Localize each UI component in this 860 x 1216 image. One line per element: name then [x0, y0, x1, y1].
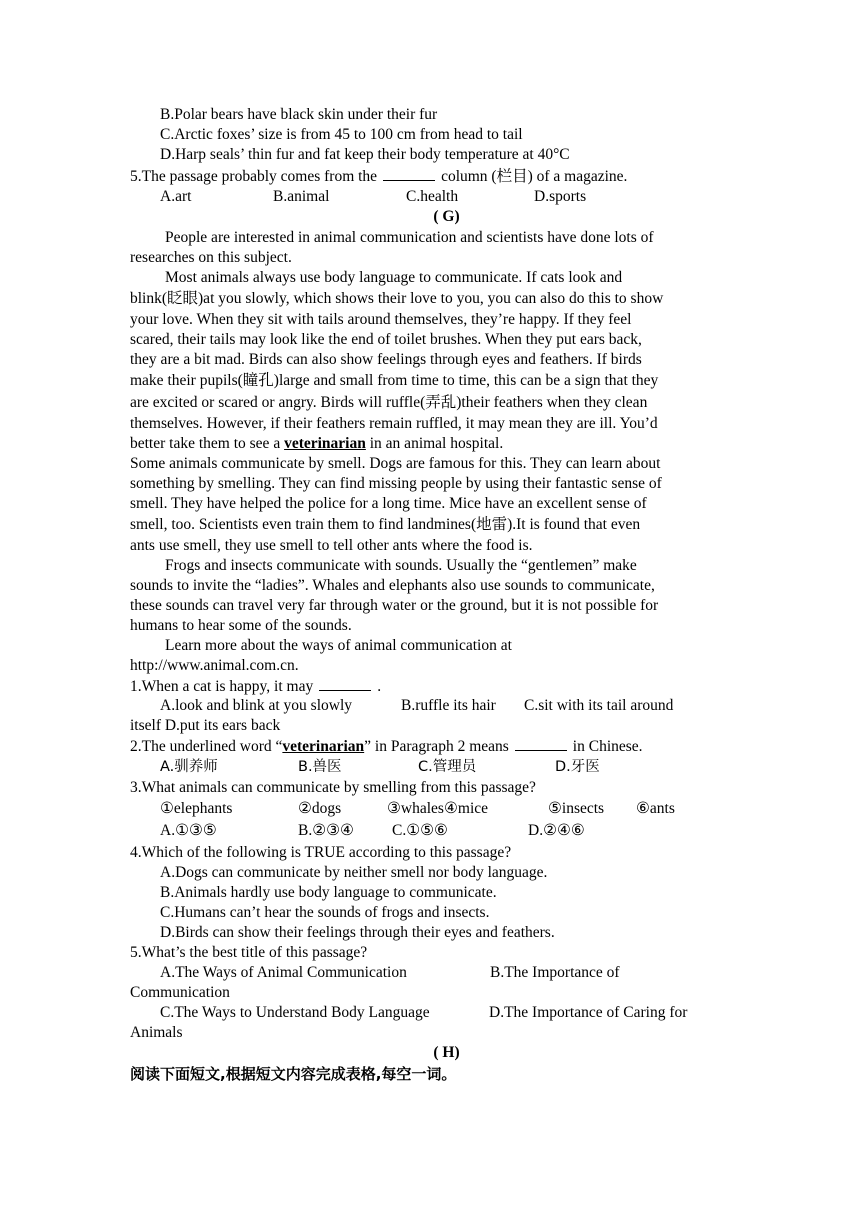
question-5-stem: 5.What’s the best title of this passage? — [130, 944, 368, 961]
answer-blank — [383, 166, 435, 181]
prev-option-d: D.Harp seals’ thin fur and fat keep their body temperature at 40°C — [160, 146, 570, 163]
question-3-items: ①elephants ②dogs ③whales ④mice ⑤insects ⑥ants — [160, 800, 675, 817]
question-5-options-line-1: A.The Ways of Animal Communication B.The Importance of — [160, 964, 620, 981]
website-url: http://www.animal.com.cn. — [130, 657, 299, 674]
prev-option-c: C.Arctic foxes’ size is from 45 to 100 cm from head to tail — [160, 126, 523, 143]
paragraph-3-line: Some animals communicate by smell. Dogs are famous for this. They can learn about — [130, 455, 661, 472]
prev-question-5: 5.The passage probably comes from the column (栏目) of a magazine. — [130, 168, 628, 185]
answer-blank — [515, 736, 567, 751]
paragraph-2-last-line: better take them to see a veterinarian in an animal hospital. — [130, 435, 504, 452]
paragraph-3-line: smell, too. Scientists even train them to find landmines(地雷).It is found that even — [130, 516, 641, 533]
question-5-options-line-3: C.The Ways to Understand Body Language D.The Importance of Caring for — [160, 1004, 688, 1021]
question-1-options-line-1: A.look and blink at you slowly B.ruffle its hair C.sit with its tail around — [160, 697, 674, 714]
section-h-instruction: 阅读下面短文,根据短文内容完成表格,每空一词。 — [130, 1065, 457, 1083]
paragraph-2-line: scared, their tails may look like the end of toilet brushes. When they put ears back, — [130, 331, 642, 348]
paragraph-3-line: ants use smell, they use smell to tell other ants where the food is. — [130, 537, 533, 554]
paragraph-4-line: these sounds can travel very far through water or the ground, but it is not possible for — [130, 597, 659, 614]
prev-option-b: B.Polar bears have black skin under their fur — [160, 106, 438, 123]
paragraph-1-line-1: People are interested in animal communication and scientists have done lots of — [165, 229, 654, 246]
paragraph-2-line: they are a bit mad. Birds can also show feelings through eyes and feathers. If birds — [130, 351, 642, 368]
question-3-stem: 3.What animals can communicate by smelling from this passage? — [130, 779, 536, 796]
paragraph-5-line-1: Learn more about the ways of animal communication at — [165, 637, 512, 654]
question-1-options-line-2: itself D.put its ears back — [130, 717, 281, 734]
question-1-stem: 1.When a cat is happy, it may . — [130, 678, 382, 695]
section-g-title: ( G) — [433, 208, 460, 225]
paragraph-2-line: are excited or scared or angry. Birds will ruffle(弄乱)their feathers when they clean — [130, 394, 648, 411]
paragraph-2-line: blink(眨眼)at you slowly, which shows their love to you, you can also do this to show — [130, 290, 664, 307]
paragraph-4-line: humans to hear some of the sounds. — [130, 617, 352, 634]
paragraph-2-line: your love. When they sit with tails around themselves, they’re happy. If they feel — [130, 311, 632, 328]
section-h-title: ( H) — [433, 1044, 460, 1061]
question-2-stem: 2.The underlined word “veterinarian” in Paragraph 2 means in Chinese. — [130, 738, 643, 755]
question-4-option-d: D.Birds can show their feelings through their eyes and feathers. — [160, 924, 555, 941]
paragraph-4-line: sounds to invite the “ladies”. Whales and elephants also use sounds to communicate, — [130, 577, 655, 594]
answer-blank — [319, 676, 371, 691]
question-4-option-c: C.Humans can’t hear the sounds of frogs and insects. — [160, 904, 490, 921]
question-5-options-line-4: Animals — [130, 1024, 183, 1041]
underlined-word: veterinarian — [284, 435, 366, 452]
question-3-options: A.①③⑤ B.②③④ C.①⑤⑥ D.②④⑥ — [160, 822, 585, 839]
prev-q5-options: A.art B.animal C.health D.sports — [160, 188, 587, 205]
paragraph-2-line: Most animals always use body language to communicate. If cats look and — [165, 269, 623, 286]
question-5-options-line-2: Communication — [130, 984, 230, 1001]
question-2-options: A.驯养师 B.兽医 C.管理员 D.牙医 — [160, 759, 600, 775]
paragraph-4-line: Frogs and insects communicate with sounds. Usually the “gentlemen” make — [165, 557, 637, 574]
paragraph-1-line-2: researches on this subject. — [130, 249, 292, 266]
question-4-option-b: B.Animals hardly use body language to communicate. — [160, 884, 497, 901]
question-4-option-a: A.Dogs can communicate by neither smell nor body language. — [160, 864, 548, 881]
paragraph-2-line: themselves. However, if their feathers remain ruffled, it may mean they are ill. You’d — [130, 415, 658, 432]
underlined-word: veterinarian — [282, 738, 365, 755]
paragraph-3-line: smell. They have helped the police for a long time. Mice have an excellent sense of — [130, 495, 647, 512]
paragraph-3-line: something by smelling. They can find missing people by using their fantastic sense of — [130, 475, 662, 492]
question-4-stem: 4.Which of the following is TRUE according to this passage? — [130, 844, 512, 861]
paragraph-2-line: make their pupils(瞳孔)large and small from time to time, this can be a sign that they — [130, 372, 659, 389]
